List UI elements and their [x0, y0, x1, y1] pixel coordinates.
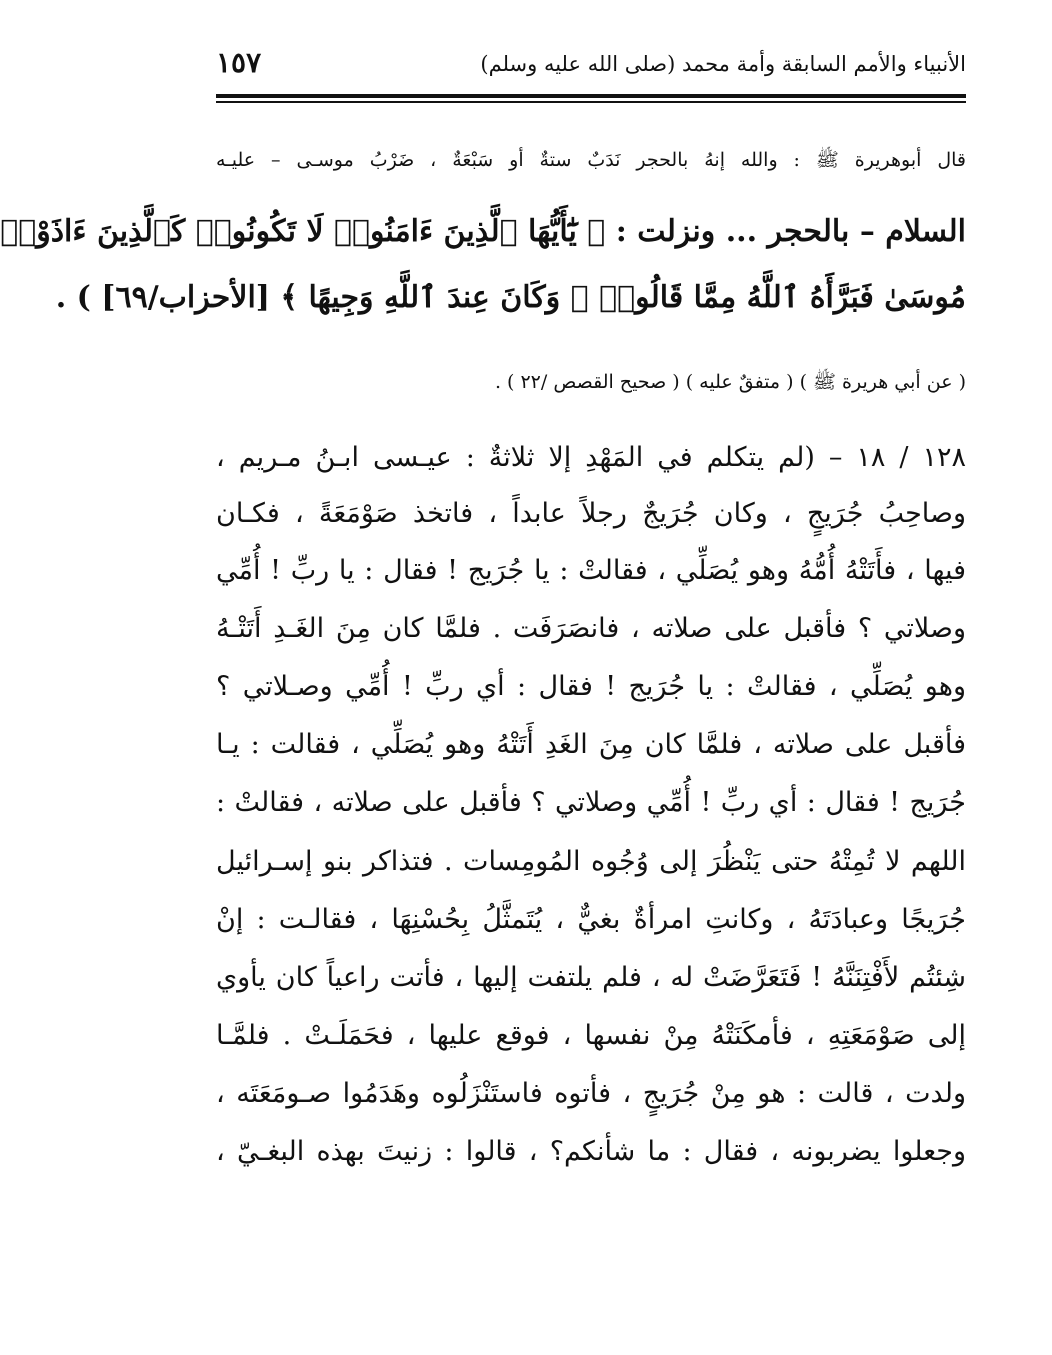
page-number: ١٥٧	[216, 46, 262, 79]
hadith-line-5: وهو يُصَلِّي ، فقالتْ : يا جُرَيج ! فقال : أي ربِّ ! أُمِّي وصـلاتي ؟	[216, 671, 966, 702]
hadith-line-4: وصلاتي ؟ فأقبل على صلاته ، فانصَرَفَت . فلمَّا كان مِنَ الغَـدِ أَتَتْـهُ	[216, 613, 966, 644]
hadith-line-11: إلى صَوْمَعَتِهِ ، فأمكَنَتْهُ مِنْ نفسها ، فوقع عليها ، فحَمَلَـتْ . فلمَّـا	[216, 1020, 966, 1051]
header-rule-thin	[216, 101, 966, 103]
running-header	[216, 42, 966, 86]
hadith-line-8: اللهم لا تُمِتْهُ حتى يَنْظُرَ إلى وُجُوه المُومِسات . فتذاكر بنو إسـرائيل	[216, 846, 966, 877]
hadith-line-7: جُرَيج ! فقال : أي ربِّ ! أُمِّي وصلاتي ؟ فأقبل على صلاته ، فقالتْ :	[216, 787, 966, 818]
hadith-line-6: فأقبل على صلاته ، فلمَّا كان مِنَ الغَدِ أَتَتْهُ وهو يُصَلِّي ، فقالت : يـا	[216, 729, 966, 760]
hadith-line-10: شِئتُم لأَفْتِنَنَّهُ ! فَتَعَرَّضَتْ له ، فلم يلتفت إليها ، فأتت راعياً كان يأوي	[216, 962, 966, 993]
hadith-line-1: ١٢٨ / ١٨ – (لم يتكلم في المَهْدِ إلا ثلاثةٌ : عيـسى ابـنُ مـريم ،	[216, 442, 966, 473]
intro-source: ( عن أبي هريرة ﷺ ) ( متفقٌ عليه ) ( صحيح القصص /٢٢ ) .	[494, 371, 966, 393]
hadith-line-3: فيها ، فأَتَتْهُ أُمُّهُ وهو يُصَلِّي ، فقالتْ : يا جُرَيج ! فقال : يا ربِّ ! أُمِّي	[216, 555, 966, 586]
hadith-line-13: وجعلوا يضربونه ، فقال : ما شأنكم؟ ، قالوا : زنيتَ بهذه البغـيّ ،	[216, 1136, 966, 1167]
intro-line-2-quran: السلام – بالحجر ... ونزلت : ﴿ يَٰٓأَيُّهَا ٱلَّذِينَ ءَامَنُوا۟ لَا تَكُونُوا۟ كَٱلَّذِينَ ءَاذَوْا۟	[0, 214, 966, 249]
header-title: الأنبياء والأمم السابقة وأمة محمد (صلى الله عليه وسلم)	[480, 52, 966, 76]
hadith-line-2: وصاحِبُ جُرَيجٍ ، وكان جُرَيجٌ رجلاً عابداً ، فاتخذ صَوْمَعَةً ، فكـان	[216, 498, 966, 529]
hadith-line-9: جُرَيجًا وعبادَتَهُ ، وكانتِ امرأةٌ بغيٌّ ، يُتَمثَّلُ بِحُسْنِهَا ، فقالـت : إنْ	[216, 904, 966, 935]
intro-line-3-quran: مُوسَىٰ فَبَرَّأَهُ ٱللَّهُ مِمَّا قَالُوا۟ ۚ وَكَانَ عِندَ ٱللَّهِ وَجِيهًا ﴾ [الأحزاب/٦٩] ) .	[55, 280, 966, 315]
hadith-line-12: ولدت ، قالت : هو مِنْ جُرَيجٍ ، فأتوه فاستَنْزَلُوه وهَدَمُوا صـومَعَتَه ،	[216, 1078, 966, 1109]
intro-line-1: قال أبوهريرة ﷺ : والله إنهُ بالحجر نَدَبٌ ستةٌ أو سَبْعَةٌ ، ضَرْبُ موسـى – عليـه	[216, 149, 966, 171]
header-rule-thick	[216, 94, 966, 98]
